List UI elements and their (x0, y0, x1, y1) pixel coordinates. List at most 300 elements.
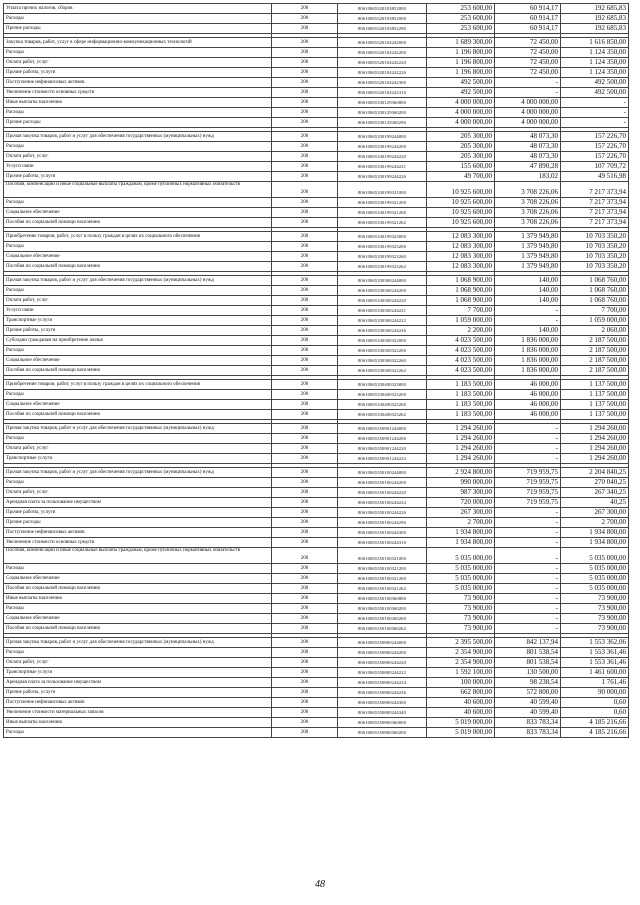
row-executed-amount: - (495, 574, 561, 584)
row-name: Пособия, компенсации и иные социальные выплаты гражданам, кроме публичных нормативных обязательств (4, 548, 272, 564)
table-row (4, 718, 629, 728)
row-approved-amount: 990 000,00 (427, 478, 495, 488)
row-executed-amount: - (495, 508, 561, 518)
row-unexecuted-amount: 1 761,46 (561, 678, 629, 688)
table-row (4, 58, 629, 68)
row-unexecuted-amount: 2 187 500,00 (561, 356, 629, 366)
row-line-code: 200 (272, 252, 338, 262)
row-approved-amount: 155 600,00 (427, 162, 495, 172)
row-name: Уплата прочих налогов, сборов (4, 4, 272, 14)
row-approved-amount: 1 183 500,00 (427, 400, 495, 410)
row-budget-classification-code: 80610065320104242226 (338, 68, 427, 78)
row-line-code: 200 (272, 152, 338, 162)
row-unexecuted-amount: 10 703 350,20 (561, 242, 629, 252)
row-line-code: 200 (272, 296, 338, 306)
row-unexecuted-amount: - (561, 108, 629, 118)
row-budget-classification-code: 80610065350800244222 (338, 668, 427, 678)
table-row (4, 262, 629, 272)
row-approved-amount: 100 000,00 (427, 678, 495, 688)
table-row (4, 668, 629, 678)
row-line-code: 200 (272, 58, 338, 68)
row-name: Оплата работ, услуг (4, 444, 272, 454)
row-name: Прочая закупка товаров, работ и услуг для обеспечения государственных (муниципальных) нужд (4, 424, 272, 434)
row-name: Оплата работ, услуг (4, 296, 272, 306)
row-budget-classification-code: 80610065330400323262 (338, 410, 427, 420)
row-approved-amount: 253 600,00 (427, 24, 495, 34)
row-name: Арендная плата за пользование имуществом (4, 678, 272, 688)
table-row (4, 38, 629, 48)
row-line-code: 200 (272, 584, 338, 594)
row-approved-amount: 253 600,00 (427, 14, 495, 24)
row-executed-amount: 1 379 949,80 (495, 242, 561, 252)
row-budget-classification-code: 80610065330300322000 (338, 336, 427, 346)
row-budget-classification-code: 80610065330199244226 (338, 172, 427, 182)
row-name: Арендная плата за пользование имуществом (4, 498, 272, 508)
row-unexecuted-amount: 1 068 760,00 (561, 286, 629, 296)
row-line-code: 200 (272, 564, 338, 574)
row-line-code: 200 (272, 14, 338, 24)
row-unexecuted-amount: 1 616 850,00 (561, 38, 629, 48)
table-row (4, 286, 629, 296)
row-approved-amount: 73 900,00 (427, 604, 495, 614)
row-executed-amount: 48 073,30 (495, 152, 561, 162)
row-approved-amount: 12 083 300,00 (427, 262, 495, 272)
row-unexecuted-amount: 2 700,00 (561, 518, 629, 528)
row-budget-classification-code: 80610065350100244220 (338, 488, 427, 498)
table-row (4, 538, 629, 548)
row-approved-amount: 987 300,00 (427, 488, 495, 498)
row-unexecuted-amount: 1 934 800,00 (561, 538, 629, 548)
row-executed-amount: - (495, 548, 561, 564)
row-budget-classification-code: 80610065330129360000 (338, 98, 427, 108)
row-approved-amount: 1 592 100,00 (427, 668, 495, 678)
row-executed-amount: 72 450,00 (495, 68, 561, 78)
row-unexecuted-amount: 1 553 361,46 (561, 658, 629, 668)
row-unexecuted-amount: 10 703 350,20 (561, 252, 629, 262)
row-name: Пособия по социальной помощи населению (4, 262, 272, 272)
row-executed-amount: - (495, 604, 561, 614)
row-name: Прочие работы, услуги (4, 326, 272, 336)
row-line-code: 200 (272, 366, 338, 376)
row-approved-amount: 5 035 000,00 (427, 574, 495, 584)
row-budget-classification-code: 80610065350901244000 (338, 424, 427, 434)
table-row (4, 132, 629, 142)
row-budget-classification-code: 80610065350100244310 (338, 538, 427, 548)
table-row (4, 708, 629, 718)
page-number: 48 (315, 879, 325, 890)
row-budget-classification-code: 80610065330400323260 (338, 400, 427, 410)
row-line-code: 200 (272, 658, 338, 668)
row-executed-amount: 60 914,17 (495, 14, 561, 24)
row-executed-amount: 1 836 000,00 (495, 356, 561, 366)
row-unexecuted-amount: 107 709,72 (561, 162, 629, 172)
row-approved-amount: 1 689 300,00 (427, 38, 495, 48)
row-budget-classification-code: 80610065330199323262 (338, 262, 427, 272)
row-budget-classification-code: 80610065330199321262 (338, 218, 427, 228)
table-body (4, 4, 629, 738)
row-unexecuted-amount: 7 700,00 (561, 306, 629, 316)
row-name: Социальное обеспечение (4, 356, 272, 366)
row-budget-classification-code: 80610065350100244290 (338, 518, 427, 528)
row-name: Прочие расходы (4, 118, 272, 128)
row-unexecuted-amount: 7 217 373,94 (561, 182, 629, 198)
row-line-code: 200 (272, 172, 338, 182)
row-name: Транспортные услуги (4, 454, 272, 464)
row-executed-amount: 1 379 949,80 (495, 262, 561, 272)
row-approved-amount: 10 925 600,00 (427, 198, 495, 208)
row-approved-amount: 40 600,00 (427, 708, 495, 718)
row-budget-classification-code: 80610065350100244226 (338, 508, 427, 518)
table-row (4, 198, 629, 208)
table-row (4, 24, 629, 34)
row-budget-classification-code: 80610065330300244226 (338, 326, 427, 336)
row-line-code: 200 (272, 614, 338, 624)
row-name: Прочие работы, услуги (4, 688, 272, 698)
row-budget-classification-code: 80610065330300244200 (338, 286, 427, 296)
row-name: Транспортные услуги (4, 668, 272, 678)
row-approved-amount: 73 900,00 (427, 624, 495, 634)
row-budget-classification-code: 80610065350800244200 (338, 648, 427, 658)
row-approved-amount: 73 900,00 (427, 594, 495, 604)
row-approved-amount: 1 183 500,00 (427, 390, 495, 400)
row-executed-amount: 140,00 (495, 296, 561, 306)
row-line-code: 200 (272, 390, 338, 400)
row-approved-amount: 1 068 900,00 (427, 276, 495, 286)
row-executed-amount: 4 000 000,00 (495, 98, 561, 108)
row-unexecuted-amount: 2 187 500,00 (561, 366, 629, 376)
row-unexecuted-amount: 1 934 800,00 (561, 528, 629, 538)
table-row (4, 218, 629, 228)
row-name: Социальное обеспечение (4, 252, 272, 262)
row-executed-amount: 40 599,40 (495, 708, 561, 718)
row-name: Расходы (4, 564, 272, 574)
row-name: Расходы (4, 728, 272, 738)
row-budget-classification-code: 80610065350100321200 (338, 564, 427, 574)
row-budget-classification-code: 80610065350100244200 (338, 478, 427, 488)
row-executed-amount: - (495, 564, 561, 574)
row-budget-classification-code: 80610065350100360200 (338, 604, 427, 614)
row-line-code: 200 (272, 336, 338, 346)
row-line-code: 200 (272, 498, 338, 508)
row-approved-amount: 73 900,00 (427, 614, 495, 624)
row-budget-classification-code: 80610065330199244220 (338, 152, 427, 162)
row-executed-amount: 140,00 (495, 286, 561, 296)
row-budget-classification-code: 80610065330199323260 (338, 252, 427, 262)
row-executed-amount: 48 073,30 (495, 132, 561, 142)
row-budget-classification-code: 80610065330199244200 (338, 142, 427, 152)
row-unexecuted-amount: 1 059 000,00 (561, 316, 629, 326)
row-approved-amount: 1 934 800,00 (427, 528, 495, 538)
row-unexecuted-amount: 2 187 500,00 (561, 336, 629, 346)
row-executed-amount: - (495, 584, 561, 594)
row-approved-amount: 1 068 900,00 (427, 286, 495, 296)
row-name: Пособия по социальной помощи населению (4, 624, 272, 634)
row-line-code: 200 (272, 346, 338, 356)
table-row (4, 648, 629, 658)
row-unexecuted-amount: - (561, 98, 629, 108)
row-line-code: 200 (272, 24, 338, 34)
row-name: Расходы (4, 108, 272, 118)
row-executed-amount: 833 783,34 (495, 728, 561, 738)
row-budget-classification-code: 80610065350800360000 (338, 718, 427, 728)
row-line-code: 200 (272, 528, 338, 538)
row-approved-amount: 253 600,00 (427, 4, 495, 14)
row-unexecuted-amount: 1 124 350,00 (561, 48, 629, 58)
row-line-code: 200 (272, 108, 338, 118)
row-unexecuted-amount: 192 685,83 (561, 14, 629, 24)
row-approved-amount: 1 183 500,00 (427, 410, 495, 420)
table-row (4, 208, 629, 218)
row-line-code: 200 (272, 326, 338, 336)
row-approved-amount: 10 925 600,00 (427, 208, 495, 218)
row-name: Социальное обеспечение (4, 574, 272, 584)
row-name: Субсидии гражданам на приобретение жилья (4, 336, 272, 346)
row-unexecuted-amount: 73 900,00 (561, 604, 629, 614)
row-approved-amount: 492 500,00 (427, 88, 495, 98)
row-executed-amount: 48 073,30 (495, 142, 561, 152)
table-row (4, 594, 629, 604)
row-executed-amount: 140,00 (495, 326, 561, 336)
row-unexecuted-amount: 73 900,00 (561, 624, 629, 634)
row-approved-amount: 5 035 000,00 (427, 584, 495, 594)
row-unexecuted-amount: 1 553 362,06 (561, 638, 629, 648)
row-executed-amount: 1 836 000,00 (495, 336, 561, 346)
row-line-code: 200 (272, 648, 338, 658)
row-approved-amount: 10 925 600,00 (427, 182, 495, 198)
table-row (4, 698, 629, 708)
table-row (4, 98, 629, 108)
row-line-code: 200 (272, 142, 338, 152)
row-unexecuted-amount: 492 500,00 (561, 88, 629, 98)
row-unexecuted-amount: 4 185 216,66 (561, 718, 629, 728)
table-row (4, 614, 629, 624)
table-row (4, 366, 629, 376)
table-row (4, 252, 629, 262)
row-approved-amount: 2 395 500,00 (427, 638, 495, 648)
row-name: Поступление нефинансовых активов (4, 698, 272, 708)
row-budget-classification-code: 80610065350100244224 (338, 498, 427, 508)
row-name: Поступление нефинансовых активов (4, 78, 272, 88)
row-budget-classification-code: 80610065330300322200 (338, 346, 427, 356)
row-name: Оплата работ, услуг (4, 152, 272, 162)
row-budget-classification-code: 80610065330199321000 (338, 182, 427, 198)
row-line-code: 200 (272, 118, 338, 128)
row-approved-amount: 5 019 000,00 (427, 718, 495, 728)
row-executed-amount: 1 836 000,00 (495, 366, 561, 376)
row-budget-classification-code: 80610065350901244200 (338, 434, 427, 444)
row-name: Увеличение стоимости материальных запасов (4, 708, 272, 718)
row-line-code: 200 (272, 538, 338, 548)
row-executed-amount: 72 450,00 (495, 48, 561, 58)
row-unexecuted-amount: 1 068 760,00 (561, 276, 629, 286)
row-unexecuted-amount: 1 137 500,00 (561, 410, 629, 420)
row-approved-amount: 492 500,00 (427, 78, 495, 88)
row-approved-amount: 1 068 900,00 (427, 296, 495, 306)
row-approved-amount: 1 294 260,00 (427, 444, 495, 454)
row-name: Иные выплаты населению (4, 594, 272, 604)
row-budget-classification-code: 80610065350901244220 (338, 444, 427, 454)
row-executed-amount: 801 538,54 (495, 658, 561, 668)
row-name: Расходы (4, 286, 272, 296)
table-row (4, 68, 629, 78)
row-name: Прочие работы, услуги (4, 172, 272, 182)
row-unexecuted-amount: 1 461 600,00 (561, 668, 629, 678)
table-row (4, 108, 629, 118)
row-executed-amount: - (495, 88, 561, 98)
table-row (4, 162, 629, 172)
table-row (4, 14, 629, 24)
row-name: Приобретение товаров, работ, услуг в пользу граждан в целях их социального обеспечения (4, 232, 272, 242)
row-unexecuted-amount: 7 217 373,94 (561, 218, 629, 228)
row-line-code: 200 (272, 518, 338, 528)
row-unexecuted-amount: 267 300,00 (561, 508, 629, 518)
row-unexecuted-amount: 2 187 500,00 (561, 346, 629, 356)
row-line-code: 200 (272, 218, 338, 228)
row-budget-classification-code: 80610065350800244300 (338, 698, 427, 708)
row-executed-amount: - (495, 614, 561, 624)
row-budget-classification-code: 80610065350800244224 (338, 678, 427, 688)
table-row (4, 498, 629, 508)
row-name: Расходы (4, 48, 272, 58)
table-row (4, 380, 629, 390)
row-budget-classification-code: 80610065350100321000 (338, 548, 427, 564)
row-unexecuted-amount: 492 500,00 (561, 78, 629, 88)
row-budget-classification-code: 80610065330199321200 (338, 198, 427, 208)
row-line-code: 200 (272, 232, 338, 242)
row-approved-amount: 2 200,00 (427, 326, 495, 336)
row-name: Увеличение стоимости основных средств (4, 88, 272, 98)
row-unexecuted-amount: 192 685,83 (561, 24, 629, 34)
row-unexecuted-amount: 2 204 840,25 (561, 468, 629, 478)
row-unexecuted-amount: 0,60 (561, 698, 629, 708)
row-budget-classification-code: 80610065350800244340 (338, 708, 427, 718)
row-name: Прочая закупка товаров, работ и услуг для обеспечения государственных (муниципальных) нужд (4, 638, 272, 648)
row-budget-classification-code: 80610065350800244220 (338, 658, 427, 668)
row-unexecuted-amount: - (561, 118, 629, 128)
row-line-code: 200 (272, 182, 338, 198)
row-name: Прочие работы, услуги (4, 508, 272, 518)
row-name: Расходы (4, 242, 272, 252)
row-approved-amount: 205 300,00 (427, 132, 495, 142)
row-approved-amount: 12 083 300,00 (427, 242, 495, 252)
row-line-code: 200 (272, 68, 338, 78)
row-executed-amount: 98 238,54 (495, 678, 561, 688)
row-budget-classification-code: 80610065330199321260 (338, 208, 427, 218)
row-budget-classification-code: 80610065320103852000 (338, 4, 427, 14)
row-line-code: 200 (272, 286, 338, 296)
row-executed-amount: - (495, 518, 561, 528)
row-executed-amount: 719 959,75 (495, 478, 561, 488)
row-approved-amount: 1 934 800,00 (427, 538, 495, 548)
row-unexecuted-amount: 1 294 260,00 (561, 434, 629, 444)
row-line-code: 200 (272, 132, 338, 142)
row-name: Расходы (4, 648, 272, 658)
table-row (4, 638, 629, 648)
row-line-code: 200 (272, 356, 338, 366)
row-executed-amount: 719 959,75 (495, 498, 561, 508)
row-name: Расходы (4, 346, 272, 356)
expenditure-table (3, 3, 629, 738)
row-line-code: 200 (272, 718, 338, 728)
row-executed-amount: - (495, 306, 561, 316)
row-executed-amount: - (495, 316, 561, 326)
row-approved-amount: 5 035 000,00 (427, 564, 495, 574)
row-approved-amount: 720 000,00 (427, 498, 495, 508)
table-row (4, 564, 629, 574)
table-row (4, 548, 629, 564)
row-line-code: 200 (272, 434, 338, 444)
row-name: Приобретение товаров, работ, услуг в пользу граждан в целях их социального обеспечения (4, 380, 272, 390)
row-executed-amount: 72 450,00 (495, 38, 561, 48)
row-executed-amount: 130 500,00 (495, 668, 561, 678)
row-line-code: 200 (272, 400, 338, 410)
row-line-code: 200 (272, 380, 338, 390)
row-approved-amount: 1 196 800,00 (427, 68, 495, 78)
table-row (4, 658, 629, 668)
table-row (4, 346, 629, 356)
row-executed-amount: 60 914,17 (495, 24, 561, 34)
row-executed-amount: 46 000,00 (495, 390, 561, 400)
table-row (4, 444, 629, 454)
budget-execution-table (3, 3, 628, 738)
row-unexecuted-amount: 2 060,00 (561, 326, 629, 336)
row-approved-amount: 1 196 800,00 (427, 58, 495, 68)
row-budget-classification-code: 80610065350100244300 (338, 528, 427, 538)
row-executed-amount: 46 000,00 (495, 410, 561, 420)
row-approved-amount: 5 019 000,00 (427, 728, 495, 738)
row-executed-amount: - (495, 434, 561, 444)
row-line-code: 200 (272, 488, 338, 498)
row-unexecuted-amount: 5 035 000,00 (561, 584, 629, 594)
table-row (4, 454, 629, 464)
row-executed-amount: 4 000 000,00 (495, 118, 561, 128)
row-executed-amount: 47 890,28 (495, 162, 561, 172)
row-budget-classification-code: 80610065330300244222 (338, 316, 427, 326)
row-approved-amount: 1 183 500,00 (427, 380, 495, 390)
row-unexecuted-amount: 73 900,00 (561, 614, 629, 624)
row-executed-amount: - (495, 78, 561, 88)
row-approved-amount: 205 300,00 (427, 142, 495, 152)
row-budget-classification-code: 80610065320104242310 (338, 88, 427, 98)
row-budget-classification-code: 80610065320103852290 (338, 24, 427, 34)
table-row (4, 468, 629, 478)
row-budget-classification-code: 80610065320104242220 (338, 58, 427, 68)
table-row (4, 434, 629, 444)
row-unexecuted-amount: 267 340,25 (561, 488, 629, 498)
row-line-code: 200 (272, 208, 338, 218)
row-executed-amount: 719 959,75 (495, 488, 561, 498)
row-unexecuted-amount: 1 294 260,00 (561, 444, 629, 454)
row-line-code: 200 (272, 4, 338, 14)
row-approved-amount: 4 023 500,00 (427, 356, 495, 366)
row-budget-classification-code: 80610065350100244000 (338, 468, 427, 478)
table-row (4, 574, 629, 584)
row-line-code: 200 (272, 242, 338, 252)
row-executed-amount: 572 800,00 (495, 688, 561, 698)
row-approved-amount: 4 000 000,00 (427, 108, 495, 118)
row-approved-amount: 2 354 900,00 (427, 648, 495, 658)
row-budget-classification-code: 80610065330129360290 (338, 118, 427, 128)
table-row (4, 678, 629, 688)
row-unexecuted-amount: 1 124 350,00 (561, 58, 629, 68)
table-row (4, 142, 629, 152)
row-name: Прочая закупка товаров, работ и услуг для обеспечения государственных (муниципальных) нужд (4, 468, 272, 478)
row-budget-classification-code: 80610065350800244000 (338, 638, 427, 648)
table-row (4, 584, 629, 594)
row-approved-amount: 1 294 260,00 (427, 454, 495, 464)
row-unexecuted-amount: 5 035 000,00 (561, 574, 629, 584)
table-row (4, 316, 629, 326)
